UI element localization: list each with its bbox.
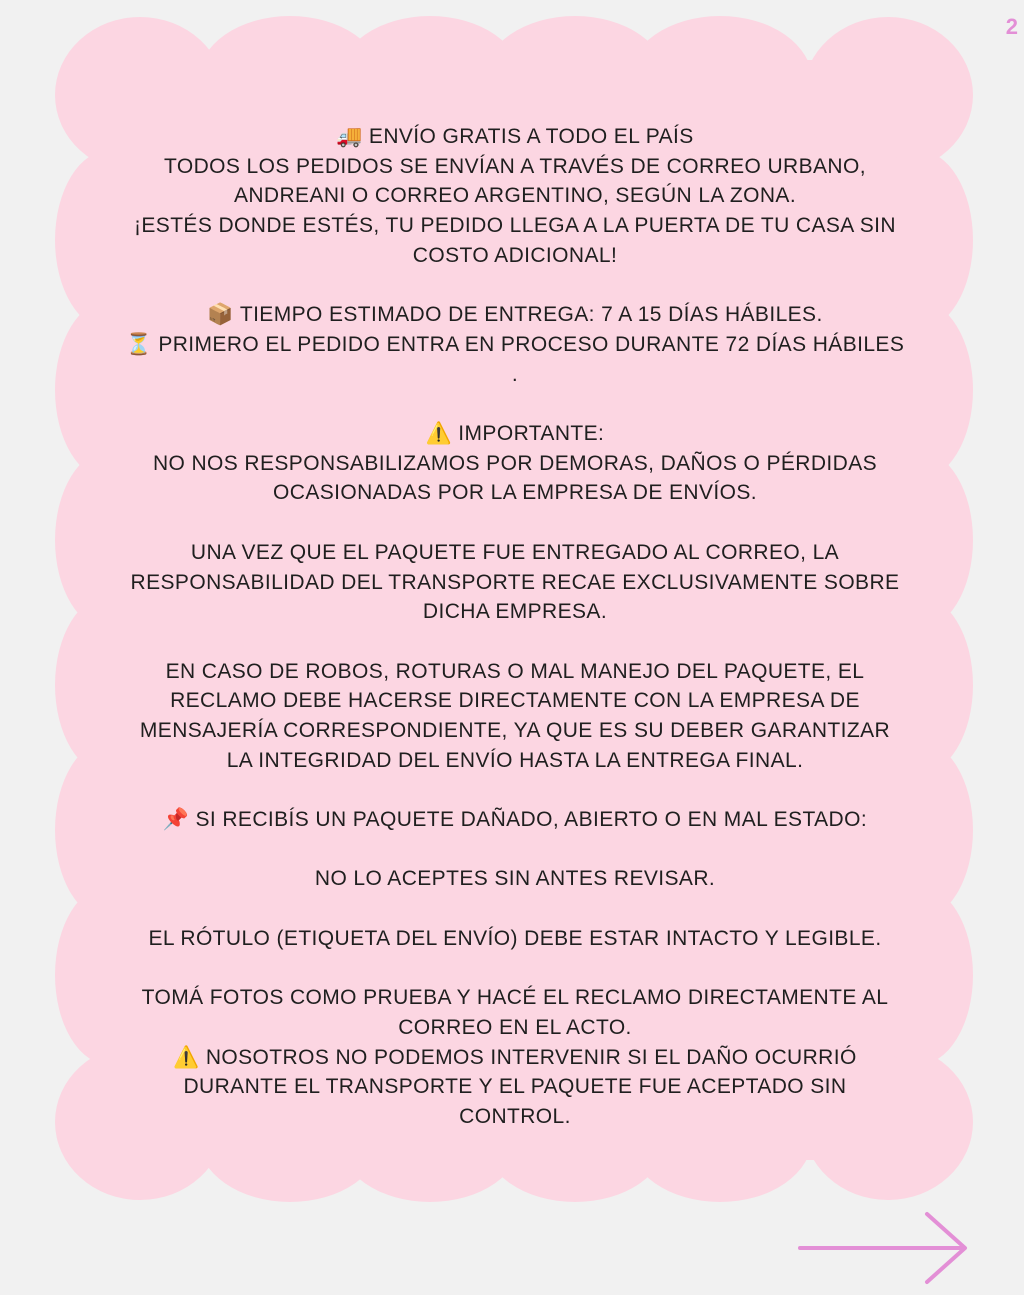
danado-nosotros-line-3: CONTROL.: [459, 1105, 571, 1129]
pushpin-icon: 📌: [162, 807, 190, 832]
shipping-info-text: [95, 122, 935, 1132]
arrow-right-icon[interactable]: [795, 1210, 975, 1290]
page-number: 2: [1005, 14, 1018, 39]
danado-fotos-1: TOMÁ FOTOS COMO PRUEBA Y HACÉ EL RECLAMO DIRECTAMENTE AL: [141, 986, 889, 1010]
importante-title-line: [95, 419, 935, 449]
envio-line-2: ANDREANI O CORREO ARGENTINO, SEGÚN LA ZONA.: [233, 184, 797, 208]
danado-title-line: [95, 805, 935, 835]
envio-line-1: TODOS LOS PEDIDOS SE ENVÍAN A TRAVÉS DE CORREO URBANO,: [164, 154, 866, 178]
danado-nosotros-line-1: [95, 1043, 935, 1073]
warning-icon: ⚠️: [425, 421, 453, 445]
responsabilidad-line-3: DICHA EMPRESA.: [422, 600, 608, 624]
hourglass-icon: ⏳: [125, 331, 153, 356]
envio-line-4: COSTO ADICIONAL!: [412, 243, 618, 267]
importante-line-2: OCASIONADAS POR LA EMPRESA DE ENVÍOS.: [273, 481, 757, 505]
package-icon: 📦: [207, 302, 234, 327]
tiempo-text-2: PRIMERO EL PEDIDO ENTRA EN PROCESO DURANTE 72 DÍAS HÁBILES: [158, 332, 905, 356]
envio-title: ENVÍO GRATIS A TODO EL PAÍS: [368, 125, 694, 148]
danado-rotulo: EL RÓTULO (ETIQUETA DEL ENVÍO) DEBE ESTAR INTACTO Y LEGIBLE.: [148, 926, 882, 950]
delivery-truck-icon: 🚚: [336, 124, 363, 148]
tiempo-line-1: [95, 300, 935, 330]
responsabilidad-line-2: RESPONSABILIDAD DEL TRANSPORTE RECAE EXCLUSIVAMENTE SOBRE: [130, 570, 900, 594]
danado-fotos-2: CORREO EN EL ACTO.: [398, 1015, 632, 1039]
responsabilidad-line-1: UNA VEZ QUE EL PAQUETE FUE ENTREGADO AL CORREO, LA: [190, 540, 840, 564]
robos-line-4: LA INTEGRIDAD DEL ENVÍO HASTA LA ENTREGA FINAL.: [226, 748, 804, 772]
envio-line-3: ¡ESTÉS DONDE ESTÉS, TU PEDIDO LLEGA A LA PUERTA DE TU CASA SIN: [134, 214, 896, 238]
envio-title-line: [95, 122, 935, 152]
tiempo-line-2: [95, 330, 935, 360]
warning-icon: ⚠️: [173, 1044, 200, 1069]
robos-line-3: MENSAJERÍA CORRESPONDIENTE, YA QUE ES SU DEBER GARANTIZAR: [139, 719, 891, 742]
robos-line-1: EN CASO DE ROBOS, ROTURAS O MAL MANEJO DEL PAQUETE, EL: [165, 659, 865, 683]
danado-aceptes: NO LO ACEPTES SIN ANTES REVISAR.: [314, 867, 716, 891]
importante-title: IMPORTANTE:: [458, 422, 605, 445]
danado-nosotros-text-1: NOSOTROS NO PODEMOS INTERVENIR SI EL DAÑO OCURRIÓ: [205, 1045, 857, 1069]
tiempo-line-3: .: [511, 362, 519, 386]
danado-nosotros-line-2: DURANTE EL TRANSPORTE Y EL PAQUETE FUE ACEPTADO SIN: [183, 1075, 847, 1099]
robos-line-2: RECLAMO DEBE HACERSE DIRECTAMENTE CON LA EMPRESA DE: [170, 689, 860, 713]
tiempo-text-1: TIEMPO ESTIMADO DE ENTREGA: 7 A 15 DÍAS HÁBILES.: [239, 303, 823, 327]
danado-title: SI RECIBÍS UN PAQUETE DAÑADO, ABIERTO O EN MAL ESTADO:: [195, 808, 868, 832]
importante-line-1: NO NOS RESPONSABILIZAMOS POR DEMORAS, DAÑOS O PÉRDIDAS: [152, 451, 878, 475]
